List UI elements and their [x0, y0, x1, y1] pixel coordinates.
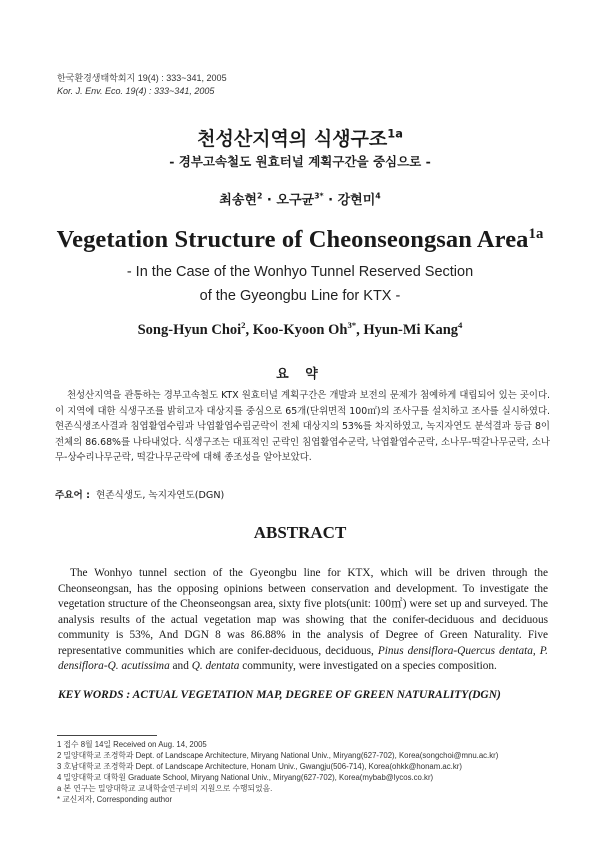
author-separator: ·: [323, 193, 338, 208]
korean-abstract-body: 천성산지역을 관통하는 경부고속철도 KTX 원효터널 계획구간은 개발과 보전의 문제가 첨예하게 대립되어 있는 곳이다. 이 지역에 대한 식생구조를 밝히고자 대상지를 중심으로 65개(단위면적 100㎡)의 조사구를 설치하고 조사를 실시하였다. 현존식생조사결과 침엽활엽수림과 낙엽활엽수림군락이 전체 대상지의 53%를 차지하였고, 녹지자연도 분석결과 등급 8이 전체의 86.68%를 나타내었다. 식생구조는 대표적인 군락인 침엽활엽수군락, 낙엽활엽수군락, 소나무-떡갈나무군락, 소나무-상수리나무군락, 떡갈나무군락에 대해 종조성을 알아보았다.: [55, 390, 550, 463]
english-author-affiliation-mark: 2: [241, 320, 246, 331]
english-keywords: KEY WORDS : ACTUAL VEGETATION MAP, DEGREE OF GREEN NATURALITY(DGN): [58, 689, 501, 701]
korean-author-affiliation-mark: 2: [256, 191, 263, 201]
footnote: a 본 연구는 밀양대학교 교내학술연구비의 지원으로 수행되었음.: [57, 784, 273, 793]
english-title-footnote-mark: 1a: [528, 225, 544, 242]
author-separator: ,: [356, 322, 364, 338]
korean-keywords: [55, 487, 224, 501]
journal-citation-korean: 한국환경생태학회지 19(4) : 333~341, 2005: [57, 73, 227, 83]
journal-citation: [57, 72, 227, 98]
abstract-text: The Wonhyo tunnel section of the Gyeongbu line for KTX, which will be driven through the Cheonseongsan, has the opposing opinions between conservation and development. To investigate the vegetation structure of the Cheonseongsan area, sixty five plots(unit: 100㎡) were set up and surveyed. The analysis results of the actual vegetation map was showing that the conifer-deciduous and deciduous community is 53%, And DGN 8 was 86.88% in the analysis of Degree of Green Naturality. Five representative communities which are conifer-deciduous, deciduous,: [58, 567, 548, 657]
korean-title-footnote-mark: 1a: [387, 126, 403, 141]
english-authors: [0, 322, 600, 339]
korean-author-name: 최송현: [219, 193, 257, 208]
english-author-affiliation-mark: 3*: [347, 320, 357, 331]
abstract-text: and: [169, 660, 192, 672]
english-subtitle-line: of the Gyeongbu Line for KTX -: [199, 288, 401, 304]
english-author-affiliation-mark: 4: [458, 320, 463, 331]
korean-authors: [0, 189, 600, 208]
footnote: * 교신저자, Corresponding author: [57, 795, 173, 804]
korean-author-affiliation-mark: 3*: [314, 191, 324, 201]
english-abstract-body: [58, 566, 548, 675]
abstract-species-names: Q. dentata: [191, 660, 240, 672]
author-separator: ,: [245, 322, 253, 338]
korean-keywords-values: 현존식생도, 녹지자연도(DGN): [95, 490, 225, 501]
journal-citation-english: Kor. J. Env. Eco. 19(4) : 333~341, 2005: [57, 86, 215, 96]
korean-abstract-heading: 요 약: [276, 367, 324, 382]
korean-subtitle: - 경부고속철도 원효터널 계획구간을 중심으로 -: [169, 154, 431, 169]
english-author-name: Koo-Kyoon Oh: [252, 322, 348, 338]
english-title: [0, 226, 600, 254]
abstract-heading: ABSTRACT: [253, 523, 347, 542]
english-author-name: Hyun-Mi Kang: [363, 322, 459, 338]
footnote: 4 밀양대학교 대학원 Graduate School, Miryang National Univ., Miryang(627-702), Korea(mybab@lycos.co.kr): [57, 773, 434, 782]
korean-title: [0, 124, 600, 151]
footnote-divider: [57, 735, 157, 736]
english-subtitle-line: - In the Case of the Wonhyo Tunnel Reserved Section: [126, 264, 474, 280]
english-subtitle: [0, 260, 600, 308]
abstract-species-names: Pinus densiflora-Quercus dentata, P. densiflora-Q. acutissima: [58, 644, 548, 672]
korean-author-name: 강현미: [337, 193, 376, 208]
english-author-name: Song-Hyun Choi: [137, 322, 242, 338]
author-separator: ·: [262, 193, 277, 208]
korean-author-affiliation-mark: 4: [375, 191, 381, 201]
korean-title-text: 천성산지역의 식생구조: [197, 128, 388, 150]
footnote: 1 접수 8월 14일 Received on Aug. 14, 2005: [57, 740, 207, 749]
footnote: 2 밀양대학교 조경학과 Dept. of Landscape Architecture, Miryang National Univ., Miryang(627-702), Korea(songchoi@mnu.ac.kr): [57, 751, 499, 760]
abstract-text: community, were investigated on a species composition.: [239, 660, 497, 672]
footnote: 3 호남대학교 조경학과 Dept. of Landscape Architecture, Honam Univ., Gwangju(506-714), Korea(ohkk@honam.ac.kr): [57, 762, 462, 771]
footnotes: [57, 739, 557, 805]
english-title-text: Vegetation Structure of Cheonseongsan Area: [56, 226, 529, 253]
korean-author-name: 오구균: [276, 193, 315, 208]
korean-keywords-label: 주요어 :: [55, 490, 90, 501]
